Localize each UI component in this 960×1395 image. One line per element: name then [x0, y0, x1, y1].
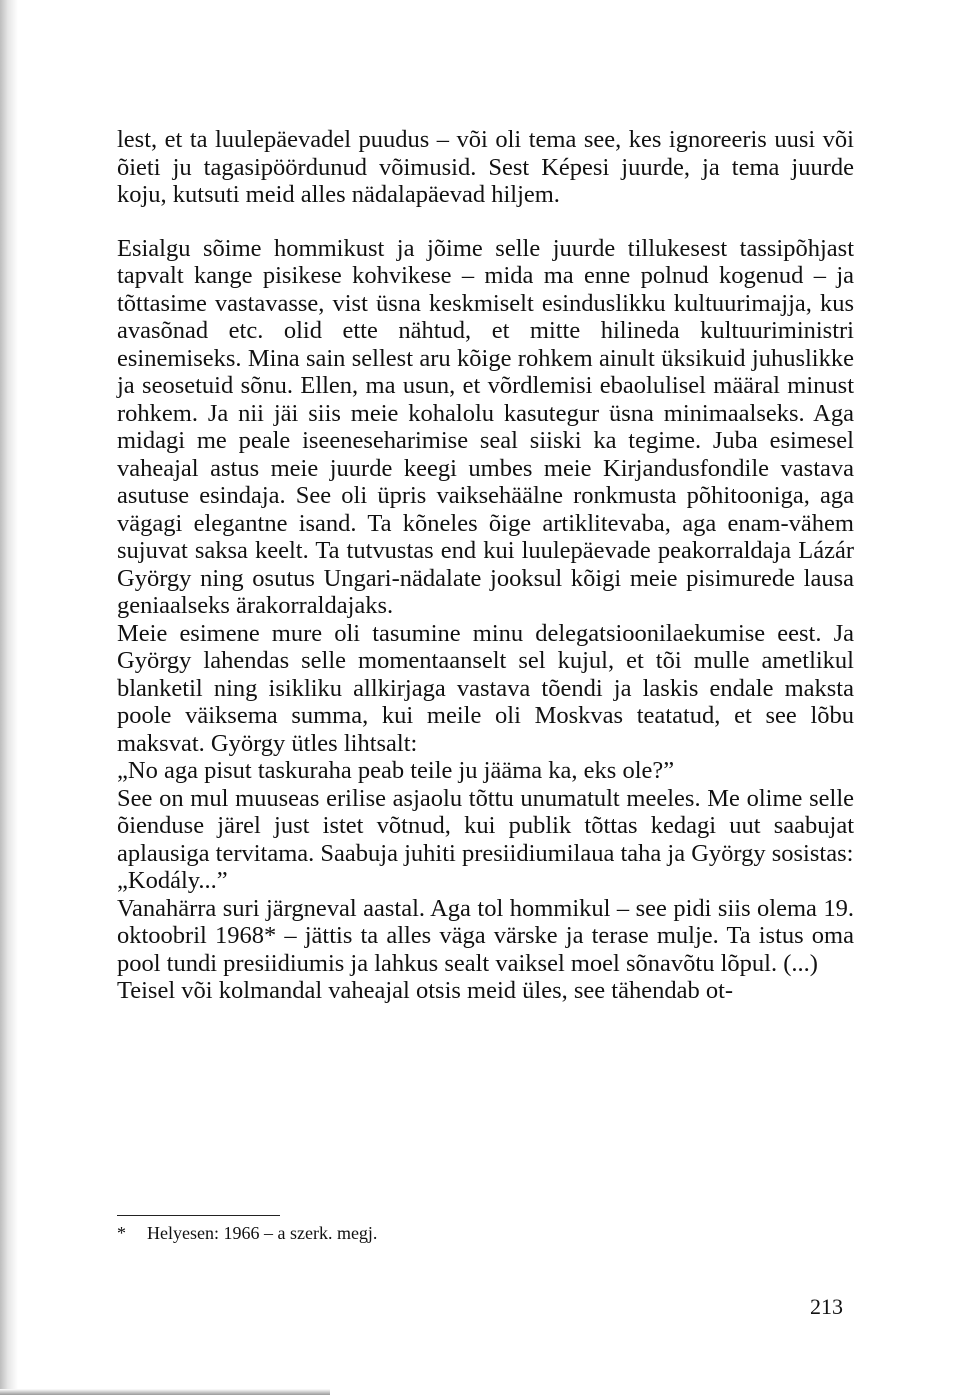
- paragraph-2: Esialgu sõime hommikust ja jõime selle juurde tillukesest tassipõhjast tapvalt kange pisikese kohvikese – mida ma enne polnud kogenud – ja tõttasime vastavasse, vist üsna keskmiselt esinduslikku kultuurimajja, kus avasõnad etc. olid ette nähtud, et mitte hilineda kultuuriministri esinemiseks. Mina sain sellest aru kõige rohkem ainult üksikuid juhuslikke ja seosetuid sõnu. Ellen, ma usun, et võrdlemisi ebaolulisel määral minust rohkem. Ja nii jäi siis meie kohalolu kasutegur üsna minimaalseks. Aga midagi me peale iseeneseharimise seal siiski ka tegime. Juba esimesel vaheajal astus meie juurde keegi umbes meie Kirjandusfondile vastava asutuse esindaja. See oli üpris vaiksehäälne ronkmusta põhitooniga, aga vägagi elegantne isand. Ta kõneles õige artiklitevaba, aga enam-vähem sujuvat saksa keelt. Ta tutvustas end kui luulepäevade peakorraldaja Lázár György ning osutus Ungari-nädalate jooksul kõigi meie pisimurede lausa geniaalseks ärakorraldajaks.: [117, 234, 854, 619]
- footnote-text: Helyesen: 1966 – a szerk. megj.: [147, 1223, 378, 1243]
- paragraph-3: Meie esimene mure oli tasumine minu delegatsioonilaekumise eest. Ja György lahendas selle momentaanselt sel kujul, et tõi mulle ametlikul blanketil ning isikliku allkirjaga vastava tõendi ja laskis endale maksta poole väiksema summa, kui meile oli Moskvas teatatud, et see lõbu maksvat. György ütles lihtsalt:: [117, 619, 854, 757]
- footnote: [117, 1222, 854, 1244]
- paragraph-1: lest, et ta luulepäevadel puudus – või oli tema see, kes ignoreeris uusi või õieti ju tagasipöördunud võimusid. Sest Képesi juurde, ja tema juurde koju, kutsuti meid alles nädalapäevad hiljem.: [117, 126, 854, 208]
- paragraph-8: Teisel või kolmandal vaheajal otsis meid üles, see tähendab ot-: [117, 977, 734, 1004]
- page-edge-bottom-shadow: [0, 1389, 330, 1395]
- footnote-divider: [117, 1215, 280, 1216]
- footnote-marker: *: [117, 1223, 126, 1243]
- body-text: [117, 126, 854, 1005]
- paragraph-5: See on mul muuseas erilise asjaolu tõttu unumatult meeles. Me olime selle õienduse järel just istet võtnud, kui publik tõttas kedagi uut saabujat aplausiga tervitama. Saabuja juhiti presiidiumilaua taha ja György sosistas:: [117, 784, 854, 867]
- paragraph-7: Vanahärra suri järgneval aastal. Aga tol hommikul – see pidi siis olema 19. oktoobril 1968* – jättis ta alles väga värske ja terase mulje. Ta istus oma pool tundi presiidiumis ja lahkus sealt vaiksel moel sõnavõtu lõpul. (...): [117, 894, 854, 977]
- paragraph-6-quote: „Kodály...”: [117, 867, 228, 894]
- page-number: 213: [810, 1294, 843, 1319]
- paragraph-4-quote: „No aga pisut taskuraha peab teile ju jääma ka, eks ole?”: [117, 757, 675, 784]
- page-edge-shadow: [0, 0, 18, 1395]
